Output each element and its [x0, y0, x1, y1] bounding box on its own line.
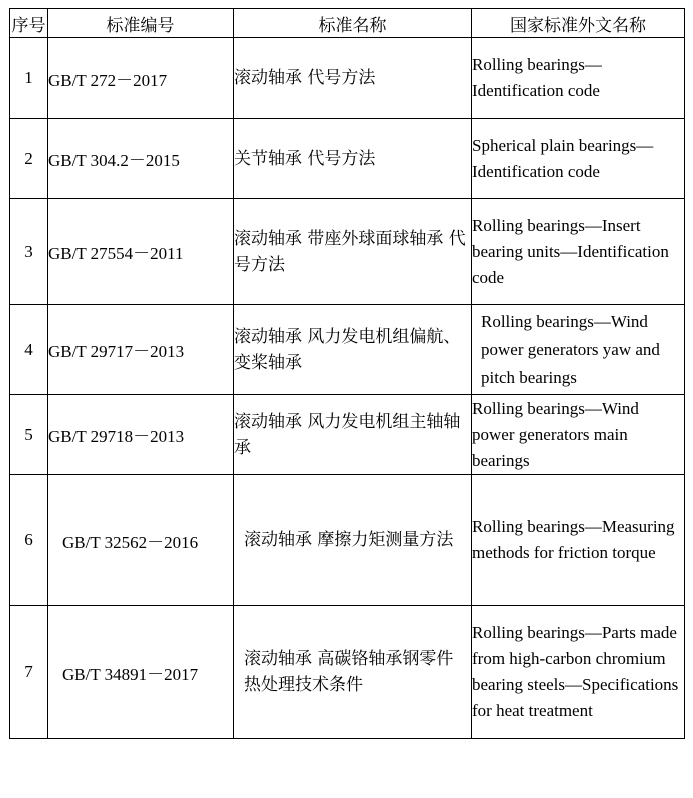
cell-name: 滚动轴承 高碳铬轴承钢零件 热处理技术条件	[234, 606, 472, 739]
cell-seq: 7	[10, 606, 48, 739]
header-code: 标准编号	[48, 9, 234, 38]
cell-code: GB/T 272－2017	[48, 38, 234, 119]
cell-code: GB/T 29718－2013	[48, 395, 234, 475]
cell-en: Rolling bearings—Parts made from high-carbon chromium bearing steels—Specifications for heat treatment	[472, 606, 685, 739]
header-name: 标准名称	[234, 9, 472, 38]
table-row	[10, 305, 685, 395]
cell-name: 滚动轴承 风力发电机组偏航、变桨轴承	[234, 305, 472, 395]
table-row	[10, 395, 685, 475]
cell-code: GB/T 27554－2011	[48, 199, 234, 305]
header-seq: 序号	[10, 9, 48, 38]
cell-seq: 4	[10, 305, 48, 395]
cell-en: Rolling bearings—Wind power generators main bearings	[472, 395, 685, 475]
cell-code: GB/T 34891－2017	[48, 606, 234, 739]
cell-name: 关节轴承 代号方法	[234, 119, 472, 199]
table-header-row	[10, 9, 685, 38]
standards-table	[9, 8, 685, 739]
cell-name: 滚动轴承 风力发电机组主轴轴承	[234, 395, 472, 475]
table-row	[10, 475, 685, 606]
cell-en: Rolling bearings—Wind power generators yaw and pitch bearings	[472, 305, 685, 395]
cell-en: Rolling bearings—Identification code	[472, 38, 685, 119]
cell-code: GB/T 32562－2016	[48, 475, 234, 606]
cell-en: Rolling bearings—Measuring methods for friction torque	[472, 475, 685, 606]
cell-en: Rolling bearings—Insert bearing units—Identification code	[472, 199, 685, 305]
cell-name: 滚动轴承 代号方法	[234, 38, 472, 119]
cell-code: GB/T 304.2－2015	[48, 119, 234, 199]
cell-code: GB/T 29717－2013	[48, 305, 234, 395]
cell-seq: 1	[10, 38, 48, 119]
table-row	[10, 606, 685, 739]
header-en: 国家标准外文名称	[472, 9, 685, 38]
table-row	[10, 38, 685, 119]
cell-seq: 5	[10, 395, 48, 475]
cell-seq: 3	[10, 199, 48, 305]
cell-seq: 2	[10, 119, 48, 199]
cell-seq: 6	[10, 475, 48, 606]
table-row	[10, 119, 685, 199]
cell-name: 滚动轴承 带座外球面球轴承 代号方法	[234, 199, 472, 305]
table-row	[10, 199, 685, 305]
cell-en: Spherical plain bearings—Identification code	[472, 119, 685, 199]
cell-name: 滚动轴承 摩擦力矩测量方法	[234, 475, 472, 606]
